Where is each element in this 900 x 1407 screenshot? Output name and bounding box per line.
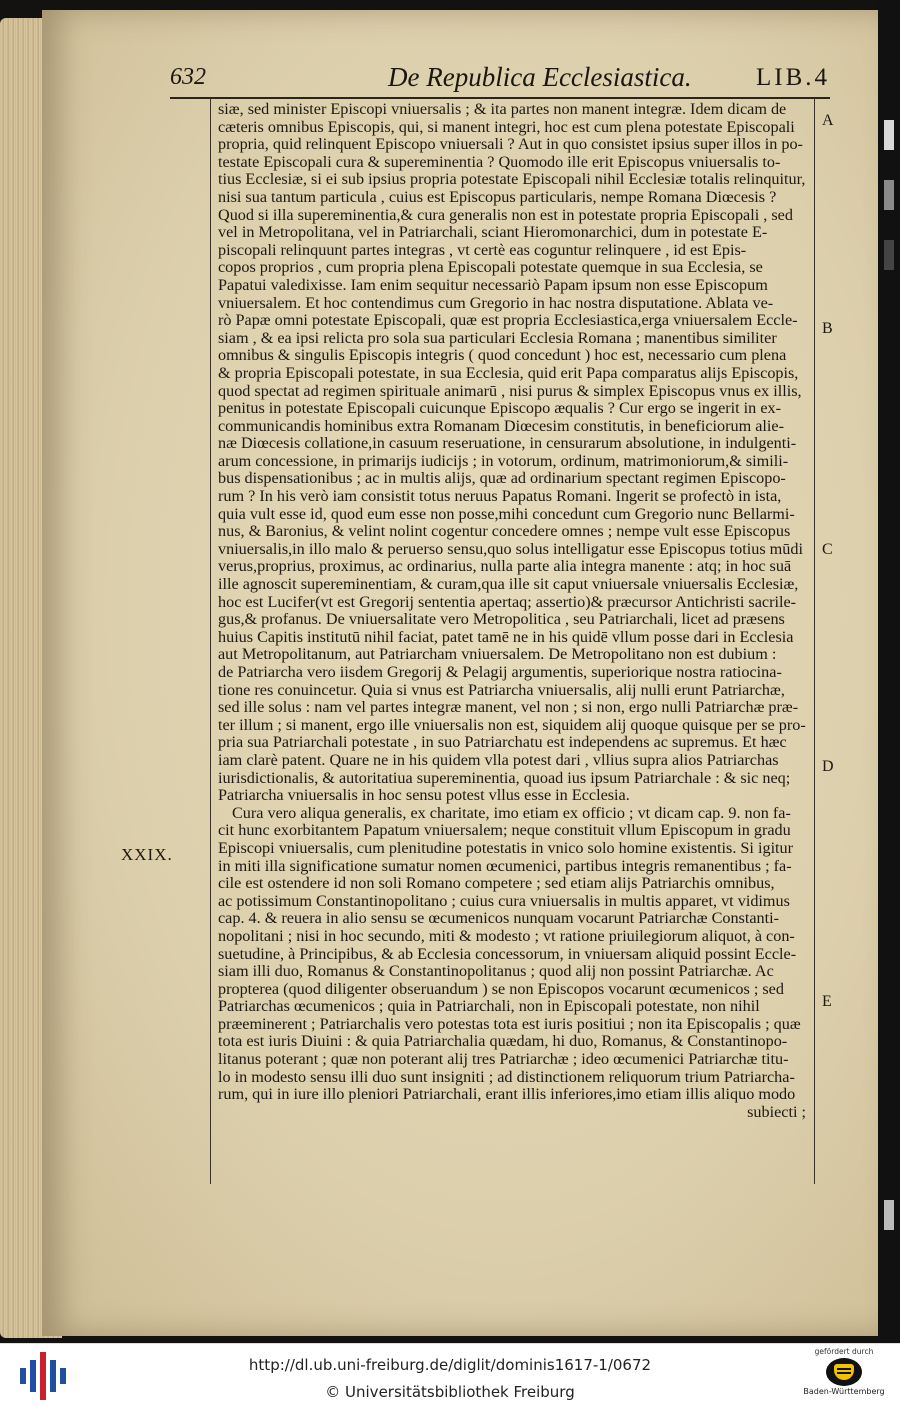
text-line: gus,& profanus. De vniuersalitate vero Metropolitica , seu Patriarchali, licet ad præsens [218, 611, 785, 629]
scale-mark [884, 240, 894, 270]
text-line: tota est iuris Diuini : & quia Patriarchalia quædam, hi duo, Romanus, & Constantinopo- [218, 1033, 788, 1051]
funder-caption: gefördert durch [814, 1347, 874, 1356]
text-line: lo in modesto sensu illi duo sunt insigniti ; ad distinctionem reliquorum trium Patriarcha- [218, 1068, 795, 1086]
page-header [170, 60, 830, 100]
text-line: omnibus & singulis Episcopis integris ( quod concedunt ) hoc est, necessario cum plena [218, 347, 787, 365]
margin-letter-d: D [822, 758, 834, 775]
text-line: siæ, sed minister Episcopi vniuersalis ; & ita partes non manent integræ. Idem dicam de [218, 101, 787, 118]
text-line: iurisdictionalis, & autoritatiua supereminentia, quoad ius ipsum Patriarchale : & sic neq; [218, 769, 791, 787]
text-line: Episcopi vniuersalis, cum plenitudine potestatis in vnico solo homine existentis. Si igitur [218, 839, 794, 857]
funder-name: Baden-Württemberg [803, 1387, 885, 1396]
header-rule [170, 97, 830, 99]
text-line: ac potissimum Constantinopolitano ; cuius cura vniuersalis in multis apparet, vt vidimus [218, 892, 790, 910]
text-line: præeminerent ; Patriarchalis vero potestas tota est iuris positiui ; non ita Episcopalis ; quæ [218, 1015, 801, 1033]
text-line: arum concessione, in primarijs iudicijs ; in votorum, ordinum, matrimoniorum,& simili- [218, 452, 789, 470]
margin-letter-c: C [822, 541, 833, 558]
text-line: vel in Metropolitana, vel in Patriarchali, sciant Hieromonarchici, dum in potestate E- [218, 224, 768, 242]
margin-letter-e: E [822, 993, 832, 1010]
text-line: de Patriarcha vero iisdem Gregorij & Pelagij argumentis, superiorique nostra ratiocina- [218, 664, 782, 681]
section-number: XXIX. [121, 845, 173, 864]
text-line: litanus poterant ; quæ non poterant alij tres Patriarchæ ; ideo œcumenici Patriarchæ titu- [218, 1051, 789, 1069]
text-line: propterea (quod diligenter obseruandum ) se non Episcopos vocarunt œcumenicos ; sed [218, 980, 784, 998]
text-line: cæteris omnibus Episcopis, qui, si manent integri, hoc est cum plena potestate Episcopali [218, 118, 795, 136]
scale-mark [884, 180, 894, 210]
left-column-rule [210, 98, 211, 1184]
text-line: Cura vero aliqua generalis, ex charitate, imo etiam ex officio ; vt dicam cap. 9. non fa- [232, 804, 791, 822]
text-line: sed ille solus : nam vel partes integræ manent, vel non ; si non, ergo nulli Patriarchæ præ- [218, 699, 799, 717]
text-line: communicandis hominibus extra Romanam Diœcesim constitutis, in beneficiorum alie- [218, 417, 784, 435]
text-line: Papatui valedixisse. Iam enim sequitur necessariò Papam ipsum non esse Episcopum [218, 276, 768, 294]
margin-letter-b: B [822, 320, 833, 337]
text-line: nisi sua tantum particula , cuius est Episcopus particularis, nempe Romana Diœcesis ? [218, 188, 777, 206]
text-line: Quod si illa supereminentia,& cura generalis non est in potestate propria Episcopali , sed [218, 206, 793, 224]
text-line: in miti illa significatione sumatur nomen œcumenici, partibus integris remanentibus ; fa- [218, 857, 792, 875]
scale-mark [884, 1200, 894, 1230]
color-scale-bar [878, 0, 900, 1343]
text-line: & propria Episcopali potestate, in sua Ecclesia, quid erit Papa comparatus alijs Episcopis, [218, 364, 799, 382]
text-line: rum ? In his verò iam consistit totus neruus Papatus Romani. Ingerit se profectò in ista, [218, 488, 782, 506]
right-column-rule [814, 98, 815, 1184]
permalink-url[interactable]: http://dl.ub.uni-freiburg.de/diglit/dominis1617-1/0672 [248, 1356, 652, 1374]
text-line: tione res conuincetur. Quia si vnus est Patriarcha vniuersalis, alij nulli erunt Patriarchæ, [218, 681, 785, 699]
text-line: iam clarè patent. Quare ne in his quidem vlla potest dari , vllius supra alios Patriarchas [218, 751, 779, 769]
text-line: testate Episcopali cura & supereminentia ? Quomodo ille erit Episcopus vniuersalis to- [218, 153, 781, 171]
text-line: copos proprios , cum propria plena Episcopali potestate quemque in sua Ecclesia, se [218, 259, 763, 277]
text-line: cit hunc exorbitantem Papatum vniuersalem; neque constituit vllum Episcopum in gradu [218, 822, 791, 840]
text-line: Patriarcha vniuersalis in hoc sensu potest vllus esse in Ecclesia. [218, 787, 630, 805]
text-line: pria sua Patriarchali potestate , in suo Patriarchatu est independens ac supremus. Et hæc [218, 734, 787, 752]
text-line: næ Diœcesis collatione,in casuum reseruatione, in censurarum absolutione, in indulgenti- [218, 435, 797, 453]
body-text [218, 101, 810, 1121]
text-line: huius Capitis institutū nihil faciat, patet tamē ne in his quidē vllum posse dari in Ecclesia [218, 628, 794, 646]
text-line: bus dispensationibus ; ac in multis alijs, quæ ad ordinarium spectant regimen Episcopo- [218, 470, 786, 488]
book-label: LIB.4 [755, 64, 830, 91]
text-line: quod spectat ad regimen spirituale animarū , nisi purus & simplex Episcopus vnus ex illis, [218, 382, 802, 400]
copyright-notice: © Universitätsbibliothek Freiburg [325, 1383, 575, 1401]
text-line: quia vult esse id, quod eum esse non posse,mihi concedunt cum Gregorio nunc Bellarmi- [218, 505, 795, 523]
text-line: siam illi duo, Romanus & Constantinopolitanus ; quod alij non possint Patriarchæ. Ac [218, 963, 774, 981]
text-line: ter illum ; si manent, ergo ille vniuersalis non est, siquidem alij quoque quisque per se pro- [218, 716, 806, 734]
text-line: nus, & Baronius, & velint nolint cogentur concedere omnes ; nempe vult esse Episcopus [218, 523, 791, 541]
text-line: hoc est Lucifer(vt est Gregorij sententia apertaq; assertio)& præcursor Antichristi sacrile- [218, 593, 797, 611]
text-line: nopolitani ; nisi in hoc secundo, miti & modesto ; vt ratione priuilegiorum aliquot, à con- [218, 927, 795, 945]
text-line: vniuersalis,in illo malo & peruerso sensu,quo solus intelligatur esse Episcopus totius mūdi [218, 540, 803, 558]
text-line: piscopali relinquunt partes integras , vt certè eas coguntur relinquere , id est Epis- [218, 241, 747, 259]
text-line: suetudine, à Principibus, & ab Ecclesia concessorum, in vniuersam aliquid possint Eccle- [218, 945, 797, 963]
footer [0, 1343, 900, 1407]
text-line: ille agnoscit supereminentiam, & curam,qua ille sit caput vniuersale vniuersalis Ecclesiæ, [218, 576, 799, 594]
text-line: vniuersalem. Et hoc contendimus cum Gregorio in hac nostra disputatione. Ablata ve- [218, 294, 774, 312]
text-line: propria, quid relinquent Episcopo vniuersali ? Aut in quo consistet ipsius super illos in po- [218, 136, 803, 154]
page-number: 632 [170, 64, 206, 90]
text-line: Patriarchas œcumenicos ; quia in Patriarchali, non in Episcopali potestate, non nihil [218, 998, 760, 1016]
text-line: cile est ostendere id non soli Romano competere ; sed etiam alijs Patriarchis omnibus, [218, 875, 775, 893]
text-line: aut Metropolitanum, aut Patriarcham vniuersalem. De Metropolitano non est dubium : [218, 646, 777, 664]
running-title: De Republica Ecclesiastica. [388, 62, 692, 92]
text-line: subiecti ; [747, 1103, 806, 1121]
text-line: siam , & ea ipsi relicta pro sola sua particulari Ecclesia Romana ; manentibus similiter [218, 329, 777, 347]
text-line: rum, qui in iure illo pleniori Patriarchali, erant illis inferiores,imo etiam illis aliquo modo [218, 1086, 796, 1104]
text-line: rò Papæ omni potestate Episcopali, quæ est propria Ecclesiastica,erga vniuersalem Eccle- [218, 312, 798, 330]
margin-letter-a: A [822, 112, 834, 129]
state-crest-icon [826, 1358, 862, 1386]
text-line: verus,proprius, proximus, ac ordinarius, nulla parte alia integra manente : atq; in hoc suā [218, 558, 792, 576]
funder-logo [802, 1347, 886, 1405]
text-line: penitus in potestate Episcopali cuicunque Episcopo æqualis ? Cur ergo se ingerit in ex- [218, 400, 781, 418]
text-line: tius Ecclesiæ, si ei sub ipsius propria potestate Episcopali nihil Ecclesiæ totalis relinquitur, [218, 171, 806, 189]
text-line: cap. 4. & reuera in alio sensu se œcumenicos nunquam vocarunt Patriarchæ Constanti- [218, 910, 780, 928]
scale-mark [884, 120, 894, 150]
